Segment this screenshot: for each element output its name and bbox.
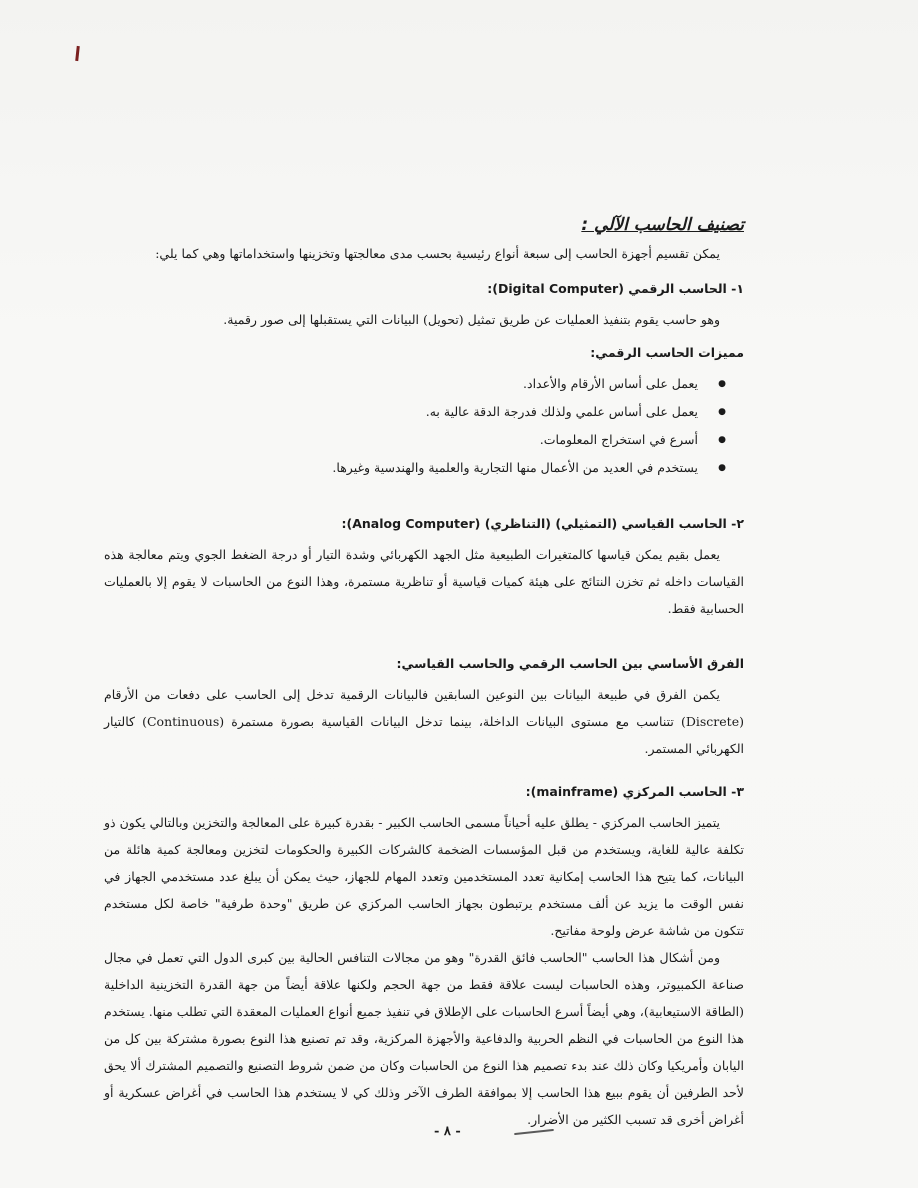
section1-heading: ١- الحاسب الرقمي (Digital Computer): (487, 281, 744, 296)
difference-heading: الفرق الأساسي بين الحاسب الرقمي والحاسب القياسي: (396, 656, 744, 671)
features-heading: مميزات الحاسب الرقمي: (590, 345, 744, 360)
page-number: - ٨ - (434, 1124, 461, 1139)
features-list (104, 370, 744, 482)
list-item: ● يعمل على أساس علمي ولذلك فدرجة الدقة عالية به. (104, 398, 698, 426)
corner-ink-mark (75, 46, 80, 61)
intro-paragraph: يمكن تقسيم أجهزة الحاسب إلى سبعة أنواع رئيسية بحسب مدى معالجتها وتخزينها واستخداماتها وهي كما يلي: (155, 246, 720, 261)
section2-text: يعمل بقيم يمكن قياسها كالمتغيرات الطبيعية مثل الجهد الكهربائي وشدة التيار أو درجة الضغط الجوي ويتم معالجة هذه القياسات داخله ثم تخزن النتائج على هيئة كميات قياسية أو تناظرية مستمرة، وهذا النوع من الحاسبات لا يقوم إلا بالعمليات الحسابية فقط. (104, 547, 744, 616)
document-body (104, 210, 744, 1133)
list-item: ● يستخدم في العديد من الأعمال منها التجارية والعلمية والهندسية وغيرها. (104, 454, 698, 482)
list-item: ● يعمل على أساس الأرقام والأعداد. (104, 370, 698, 398)
page-title: تصنيف الحاسب الآلي : (581, 215, 744, 235)
section3-heading: ٣- الحاسب المركزي (mainframe): (525, 784, 744, 799)
list-item: ● أسرع في استخراج المعلومات. (104, 426, 698, 454)
difference-text: يكمن الفرق في طبيعة البيانات بين النوعين السابقين فالبيانات الرقمية تدخل إلى الحاسب على دفعات من الأرقام (Discrete) تتناسب مع مستوى البيانات الداخلة، بينما تدخل البيانات القياسية بصورة مستمرة (Continuous) كالتيار الكهربائي المستمر. (104, 687, 744, 756)
section3-text: يتميز الحاسب المركزي - يطلق عليه أحياناً مسمى الحاسب الكبير - بقدرة كبيرة على المعالجة والتخزين وبالتالي يكون ذو تكلفة عالية للغاية، ويستخدم من قبل المؤسسات الضخمة كالشركات الكبيرة والحكومات لتخزين ومعالجة كمية هائلة من البيانات، كما يتيح هذا الحاسب إمكانية تعدد المستخدمين وتعدد المهام للجهاز، حيث يمكن أن يبلغ عدد مستخدمي الجهاز في نفس الوقت ما يزيد عن ألف مستخدم يرتبطون بجهاز الحاسب المركزي عن طريق "وحدة طرفية" خاصة لكل مستخدم تتكون من شاشة عرض ولوحة مفاتيح. (104, 815, 744, 938)
section3-text-2: ومن أشكال هذا الحاسب "الحاسب فائق القدرة" وهو من مجالات التنافس الحالية بين كبرى الدول التي تعمل في مجال صناعة الكمبيوتر، وهذه الحاسبات ليست علاقة فقط من جهة الحجم ولكنها علاقة أيضاً من جهة القدرة التخزينية الداخلية (الطاقة الاستيعابية)، وهي أيضاً أسرع الحاسبات على الإطلاق في تنفيذ جميع أنواع العمليات المعقدة التي تطلب منها. يستخدم هذا النوع من الحاسبات في النظم الحربية والدفاعية والأجهزة المركزية، وقد تم تصنيع هذا النوع بصورة مشتركة بين كل من اليابان وأمريكيا وكان ذلك عند بدء تصميم هذا النوع من الحاسبات وكان من ضمن شروط التصنيع والتصميم المشترك ألا يحق لأحد الطرفين أن يقوم ببيع هذا الحاسب إلا بموافقة الطرف الآخر وذلك كي لا يستخدم هذا الحاسب في أغراض عسكرية أو أغراض أخرى قد تسبب الكثير من الأضرار. (104, 950, 744, 1127)
section1-text: وهو حاسب يقوم بتنفيذ العمليات عن طريق تمثيل (تحويل) البيانات التي يستقبلها إلى صور رقمية. (223, 312, 720, 327)
section2-heading: ٢- الحاسب القياسي (التمثيلي) (التناظري) (Analog Computer): (341, 516, 744, 531)
